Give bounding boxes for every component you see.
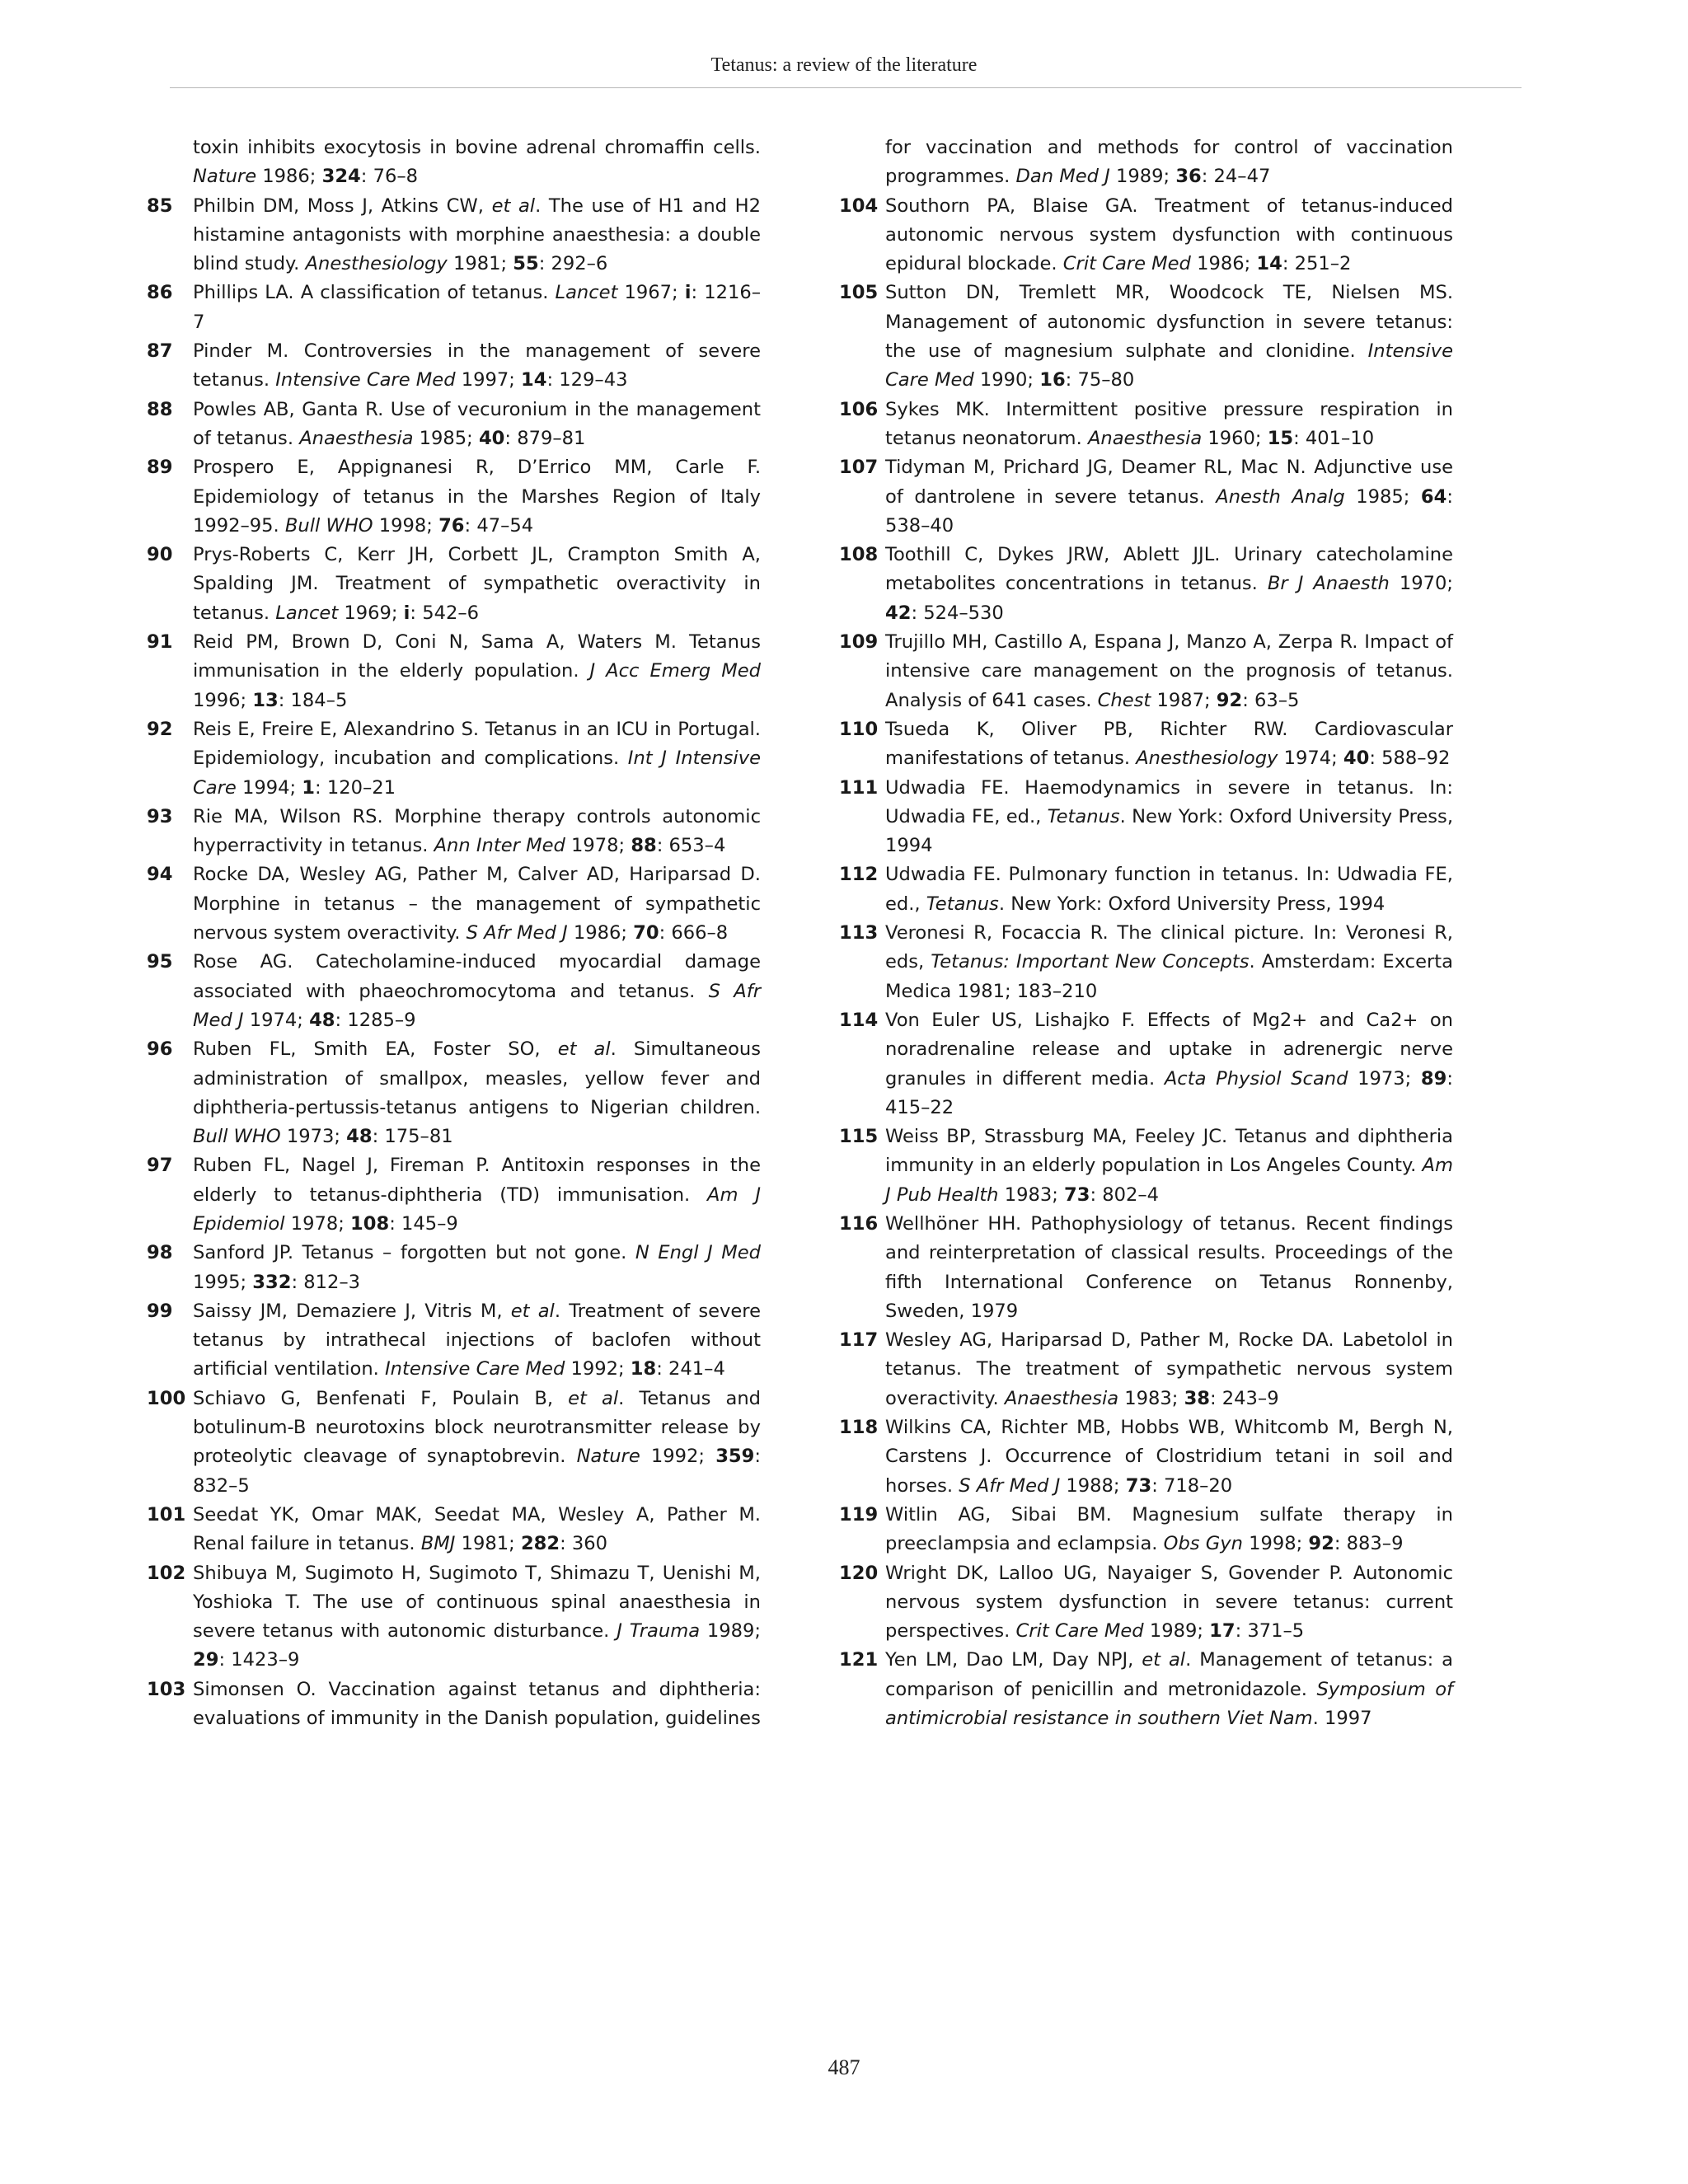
citation-volume: 76 xyxy=(438,514,465,537)
reference-number: 98 xyxy=(147,1242,173,1264)
citation-text: 1988; xyxy=(1060,1474,1126,1497)
reference-118 xyxy=(839,1413,1453,1501)
reference-number: 107 xyxy=(839,457,879,479)
reference-114 xyxy=(839,1006,1453,1122)
citation-text: : 653–4 xyxy=(656,835,726,857)
citation-italic: Ann Inter Med xyxy=(434,835,565,857)
reference-107 xyxy=(839,453,1453,541)
citation-text: Veronesi R, Focaccia R. The clinical picture. In: Veronesi R, eds, xyxy=(885,922,1453,973)
citation-text: 1986; xyxy=(256,166,322,188)
citation-text: . 1997 xyxy=(1312,1708,1372,1730)
citation-italic: Symposium of antimicrobial resistance in southern Viet Nam xyxy=(885,1678,1453,1730)
reference-number: 90 xyxy=(147,544,173,566)
citation-italic: BMJ xyxy=(420,1533,456,1555)
citation-text: Rose AG. Catecholamine-induced myocardial damage associated with phaeochromocytoma and tetanus. xyxy=(193,951,761,1002)
reference-110 xyxy=(839,715,1453,774)
citation-text: 1996; xyxy=(193,689,253,711)
citation-volume: 17 xyxy=(1209,1620,1236,1643)
citation-italic: S Afr Med J xyxy=(193,980,761,1031)
citation-italic: Anesthesiology xyxy=(1136,748,1278,770)
citation-italic: Obs Gyn xyxy=(1163,1533,1243,1555)
citation-italic: J Trauma xyxy=(617,1620,701,1643)
citation-text: Pinder M. Controversies in the management of severe tetanus. xyxy=(193,340,761,391)
citation-text: : 879–81 xyxy=(504,427,586,449)
citation-italic: Tetanus xyxy=(1047,805,1120,827)
citation-text: : 1423–9 xyxy=(218,1649,300,1671)
citation-text: : 401–10 xyxy=(1293,427,1375,449)
citation-volume: 64 xyxy=(1420,485,1447,508)
citation-italic: S Afr Med J xyxy=(959,1474,1061,1497)
citation-volume: 14 xyxy=(521,369,547,391)
citation-volume: 73 xyxy=(1064,1183,1090,1206)
reference-112 xyxy=(839,860,1453,919)
citation-italic: Bull WHO xyxy=(193,1126,281,1148)
citation-text: Southorn PA, Blaise GA. Treatment of tetanus-induced autonomic nervous system dysfunction with continuous epidural blockade. xyxy=(885,194,1453,275)
citation-text: 1987; xyxy=(1151,689,1217,711)
citation-text: Ruben FL, Smith EA, Foster SO, xyxy=(193,1038,558,1061)
citation-volume: 13 xyxy=(252,689,279,711)
citation-volume: 14 xyxy=(1256,253,1282,275)
reference-104 xyxy=(839,192,1453,279)
reference-85 xyxy=(147,192,761,279)
citation-volume: 40 xyxy=(478,427,505,449)
citation-text: 1981; xyxy=(455,1533,521,1555)
reference-number: 102 xyxy=(147,1562,186,1584)
citation-text: Yen LM, Dao LM, Day NPJ, xyxy=(885,1649,1142,1671)
citation-text: toxin inhibits exocytosis in bovine adrenal chromaffin cells. xyxy=(193,137,761,158)
reference-99 xyxy=(147,1297,761,1385)
citation-volume: 88 xyxy=(631,835,657,857)
reference-120 xyxy=(839,1559,1453,1647)
reference-103 xyxy=(147,1675,761,1734)
citation-text: Reid PM, Brown D, Coni N, Sama A, Waters M. Tetanus immunisation in the elderly population. xyxy=(193,631,761,682)
citation-text: : 76–8 xyxy=(360,166,418,188)
citation-text: Udwadia FE. Pulmonary function in tetanus. In: Udwadia FE, ed., xyxy=(885,864,1453,915)
citation-text: Trujillo MH, Castillo A, Espana J, Manzo A, Zerpa R. Impact of intensive care management on the prognosis of tetanus. Analysis of 641 cases. xyxy=(885,631,1453,711)
citation-text: Wilkins CA, Richter MB, Hobbs WB, Whitcomb M, Bergh N, Carstens J. Occurrence of Clostridium tetani in soil and horses. xyxy=(885,1417,1453,1497)
citation-text: : 63–5 xyxy=(1242,689,1300,711)
reference-number: 118 xyxy=(839,1417,879,1439)
citation-text: 1998; xyxy=(1242,1533,1309,1555)
citation-text: Von Euler US, Lishajko F. Effects of Mg2+ and Ca2+ on noradrenaline release and uptake in adrenergic nerve granules in different media. xyxy=(885,1009,1453,1090)
citation-text: : 75–80 xyxy=(1065,369,1135,391)
citation-text: Sutton DN, Tremlett MR, Woodcock TE, Nielsen MS. Management of autonomic dysfunction in severe tetanus: the use of magnesium sulphate and clonidine. xyxy=(885,282,1453,363)
citation-italic: N Engl J Med xyxy=(635,1242,761,1264)
citation-text: Sanford JP. Tetanus – forgotten but not gone. xyxy=(193,1242,635,1264)
reference-101 xyxy=(147,1501,761,1559)
reference-number: 100 xyxy=(147,1387,186,1409)
citation-italic: Nature xyxy=(193,166,257,188)
reference-number: 112 xyxy=(839,864,879,886)
citation-volume: 332 xyxy=(252,1271,292,1293)
citation-text: 1985; xyxy=(413,427,479,449)
reference-109 xyxy=(839,628,1453,715)
citation-text: 1998; xyxy=(373,514,439,537)
citation-volume: 108 xyxy=(350,1212,390,1235)
reference-108 xyxy=(839,541,1453,628)
citation-volume: 359 xyxy=(715,1446,755,1468)
citation-italic: Lancet xyxy=(555,282,618,304)
citation-italic: Anesthesiology xyxy=(305,253,448,275)
citation-volume: i xyxy=(403,602,410,624)
citation-text: Saissy JM, Demaziere J, Vitris M, xyxy=(193,1300,511,1322)
citation-text: : 832–5 xyxy=(193,1446,761,1497)
reference-96 xyxy=(147,1035,761,1151)
citation-text: : 371–5 xyxy=(1235,1620,1305,1643)
citation-text: 1994; xyxy=(236,776,302,799)
citation-text: 1978; xyxy=(565,835,631,857)
reference-number: 106 xyxy=(839,398,879,420)
citation-text: : 802–4 xyxy=(1090,1183,1160,1206)
citation-italic: Nature xyxy=(576,1446,640,1468)
reference-number: 88 xyxy=(147,398,173,420)
citation-italic: Crit Care Med xyxy=(1062,253,1191,275)
citation-text: : 1216–7 xyxy=(193,282,761,333)
citation-text: 1989; xyxy=(700,1620,762,1643)
reference-number: 91 xyxy=(147,631,173,654)
citation-text: . Management of tetanus: a comparison of penicillin and metronidazole. xyxy=(885,1649,1453,1700)
citation-text: Witlin AG, Sibai BM. Magnesium sulfate therapy in preeclampsia and eclampsia. xyxy=(885,1503,1453,1555)
citation-italic: Acta Physiol Scand xyxy=(1164,1067,1348,1090)
citation-text: : 24–47 xyxy=(1201,166,1271,188)
citation-text: for vaccination and methods for control of vaccination programmes. xyxy=(885,137,1453,188)
citation-text: : 175–81 xyxy=(372,1126,453,1148)
citation-text: 1983; xyxy=(1118,1387,1184,1409)
citation-italic: Int J Intensive Care xyxy=(193,748,761,799)
citation-italic: Anaesthesia xyxy=(1004,1387,1119,1409)
citation-text: . Tetanus and botulinum-B neurotoxins block neurotransmitter release by proteolytic cleavage of synaptobrevin. xyxy=(193,1387,761,1468)
citation-text: : 588–92 xyxy=(1369,748,1451,770)
citation-text: . Amsterdam: Excerta Medica 1981; 183–210 xyxy=(885,951,1453,1002)
reference-number: 99 xyxy=(147,1300,173,1322)
reference-100 xyxy=(147,1385,761,1501)
citation-text: Sykes MK. Intermittent positive pressure respiration in tetanus neonatorum. xyxy=(885,398,1453,449)
citation-text: : 129–43 xyxy=(546,369,628,391)
citation-text: Tidyman M, Prichard JG, Deamer RL, Mac N. Adjunctive use of dantrolene in severe tetanus. xyxy=(885,457,1453,508)
citation-text: Shibuya M, Sugimoto H, Sugimoto T, Shimazu T, Uenishi M, Yoshioka T. The use of continuous spinal anaesthesia in severe tetanus with autonomic disturbance. xyxy=(193,1562,761,1643)
reference-number: 104 xyxy=(839,194,879,217)
citation-italic: Intensive Care Med xyxy=(275,369,456,391)
citation-text: : 812–3 xyxy=(291,1271,361,1293)
reference-number: 105 xyxy=(839,282,879,304)
citation-text: : 184–5 xyxy=(278,689,348,711)
citation-text: : 883–9 xyxy=(1334,1533,1404,1555)
citation-italic: Anesth Analg xyxy=(1216,485,1345,508)
citation-italic: Br J Anaesth xyxy=(1267,573,1390,595)
reference-86 xyxy=(147,279,761,337)
reference-91 xyxy=(147,628,761,715)
reference-number: 95 xyxy=(147,951,173,973)
citation-text: : 1285–9 xyxy=(335,1009,416,1031)
citation-text: : 47–54 xyxy=(464,514,534,537)
reference-number: 115 xyxy=(839,1126,879,1148)
reference-117 xyxy=(839,1326,1453,1413)
reference-number: 119 xyxy=(839,1503,879,1526)
citation-text: Wesley AG, Hariparsad D, Pather M, Rocke DA. Labetolol in tetanus. The treatment of sympathetic nervous system overactivity. xyxy=(885,1329,1453,1409)
citation-text: Weiss BP, Strassburg MA, Feeley JC. Tetanus and diphtheria immunity in an elderly population in Los Angeles County. xyxy=(885,1126,1453,1177)
citation-volume: 48 xyxy=(309,1009,335,1031)
reference-number: 96 xyxy=(147,1038,173,1061)
reference-number: 116 xyxy=(839,1212,879,1235)
citation-text: 1974; xyxy=(1278,748,1343,770)
citation-italic: Anaesthesia xyxy=(1087,427,1203,449)
citation-volume: 38 xyxy=(1184,1387,1211,1409)
citation-text: : 542–6 xyxy=(410,602,480,624)
citation-volume: 18 xyxy=(630,1358,657,1380)
citation-volume: 89 xyxy=(1420,1067,1447,1090)
citation-text: Simonsen O. Vaccination against tetanus and diphtheria: evaluations of immunity in the Danish population, guidelines xyxy=(193,1678,761,1730)
citation-text: Wright DK, Lalloo UG, Nayaiger S, Govender P. Autonomic nervous system dysfunction in severe tetanus: current perspectives. xyxy=(885,1562,1453,1643)
citation-text: Powles AB, Ganta R. Use of vecuronium in the management of tetanus. xyxy=(193,398,761,449)
citation-text: : 243–9 xyxy=(1210,1387,1279,1409)
citation-volume: 92 xyxy=(1216,689,1243,711)
citation-text: : 718–20 xyxy=(1151,1474,1233,1497)
reference-column-right xyxy=(839,134,1453,1733)
citation-text: 1978; xyxy=(284,1212,351,1235)
citation-italic: Crit Care Med xyxy=(1015,1620,1144,1643)
reference-115 xyxy=(839,1122,1453,1210)
citation-volume: 40 xyxy=(1343,748,1370,770)
reference-111 xyxy=(839,774,1453,861)
reference-continuation xyxy=(839,134,1453,192)
reference-87 xyxy=(147,337,761,396)
citation-italic: Tetanus xyxy=(926,893,999,915)
reference-number: 89 xyxy=(147,457,173,479)
reference-number: 117 xyxy=(839,1329,879,1352)
citation-volume: 29 xyxy=(193,1649,219,1671)
reference-number: 109 xyxy=(839,631,879,654)
reference-95 xyxy=(147,948,761,1035)
citation-italic: Am J Pub Health xyxy=(885,1155,1453,1206)
citation-text: Wellhöner HH. Pathophysiology of tetanus. Recent findings and reinterpretation of classical results. Proceedings of the fifth International Conference on Tetanus Ronnenby, Sweden, 1979 xyxy=(885,1212,1453,1322)
citation-text: . Treatment of severe tetanus by intrathecal injections of baclofen without artificial ventilation. xyxy=(193,1300,761,1380)
citation-italic: J Acc Emerg Med xyxy=(589,660,762,682)
citation-italic: Dan Med J xyxy=(1015,166,1110,188)
citation-text: : 415–22 xyxy=(885,1067,1453,1118)
reference-number: 113 xyxy=(839,922,879,944)
citation-text: . New York: Oxford University Press, 1994 xyxy=(998,893,1386,915)
header-rule xyxy=(170,87,1522,88)
reference-number: 111 xyxy=(839,776,879,799)
citation-text: 1960; xyxy=(1202,427,1268,449)
citation-volume: i xyxy=(684,282,692,304)
citation-text: : 292–6 xyxy=(538,253,608,275)
citation-text: Rie MA, Wilson RS. Morphine therapy controls autonomic hyperractivity in tetanus. xyxy=(193,805,761,857)
reference-88 xyxy=(147,396,761,454)
citation-text: Schiavo G, Benfenati F, Poulain B, xyxy=(193,1387,569,1409)
citation-volume: 15 xyxy=(1267,427,1294,449)
reference-98 xyxy=(147,1239,761,1297)
citation-text: : 666–8 xyxy=(659,922,729,944)
citation-italic: Anaesthesia xyxy=(299,427,414,449)
citation-volume: 55 xyxy=(513,253,539,275)
citation-italic: Am J Epidemiol xyxy=(193,1183,761,1235)
citation-italic: et al xyxy=(510,1300,555,1322)
reference-number: 108 xyxy=(839,544,879,566)
citation-italic: et al xyxy=(1142,1649,1186,1671)
citation-text: 1969; xyxy=(338,602,404,624)
citation-text: Toothill C, Dykes JRW, Ablett JJL. Urinary catecholamine metabolites concentrations in tetanus. xyxy=(885,544,1453,595)
citation-volume: 42 xyxy=(885,602,912,624)
citation-italic: Intensive Care Med xyxy=(385,1358,565,1380)
citation-italic: Intensive Care Med xyxy=(885,340,1453,391)
reference-93 xyxy=(147,803,761,861)
reference-119 xyxy=(839,1501,1453,1559)
citation-text: . Simultaneous administration of smallpox, measles, yellow fever and diphtheria-pertussis-tetanus antigens to Nigerian children. xyxy=(193,1038,761,1118)
citation-text: 1986; xyxy=(1190,253,1257,275)
citation-text: Philbin DM, Moss J, Atkins CW, xyxy=(193,194,492,217)
citation-italic: Chest xyxy=(1097,689,1151,711)
reference-number: 92 xyxy=(147,718,173,740)
citation-text: 1989; xyxy=(1109,166,1176,188)
citation-text: 1970; xyxy=(1389,573,1453,595)
reference-column-left xyxy=(147,134,761,1733)
citation-text: : 241–4 xyxy=(656,1358,725,1380)
citation-text: 1992; xyxy=(640,1446,716,1468)
reference-90 xyxy=(147,541,761,628)
citation-text: 1997; xyxy=(455,369,522,391)
page-number: 487 xyxy=(828,2055,860,2079)
citation-text: : 524–530 xyxy=(911,602,1004,624)
citation-volume: 282 xyxy=(520,1533,560,1555)
reference-number: 86 xyxy=(147,282,173,304)
citation-text: : 360 xyxy=(560,1533,608,1555)
citation-volume: 324 xyxy=(321,166,361,188)
citation-text: 1974; xyxy=(243,1009,310,1031)
citation-text: Ruben FL, Nagel J, Fireman P. Antitoxin responses in the elderly to tetanus-diphtheria (TD) immunisation. xyxy=(193,1155,761,1206)
reference-number: 121 xyxy=(839,1649,879,1671)
reference-number: 97 xyxy=(147,1155,173,1177)
citation-text: 1983; xyxy=(998,1183,1064,1206)
reference-116 xyxy=(839,1210,1453,1326)
reference-97 xyxy=(147,1151,761,1239)
citation-volume: 1 xyxy=(302,776,316,799)
reference-number: 93 xyxy=(147,805,173,827)
citation-text: Rocke DA, Wesley AG, Pather M, Calver AD, Hariparsad D. Morphine in tetanus – the management of sympathetic nervous system overactivity. xyxy=(193,864,761,944)
reference-number: 94 xyxy=(147,864,173,886)
reference-number: 85 xyxy=(147,194,173,217)
reference-number: 87 xyxy=(147,340,173,363)
reference-continuation xyxy=(147,134,761,192)
reference-number: 103 xyxy=(147,1678,186,1700)
reference-105 xyxy=(839,279,1453,395)
citation-text: Prys-Roberts C, Kerr JH, Corbett JL, Crampton Smith A, Spalding JM. Treatment of sympathetic overactivity in tetanus. xyxy=(193,544,761,624)
citation-volume: 36 xyxy=(1175,166,1202,188)
reference-number: 120 xyxy=(839,1562,879,1584)
citation-text: Reis E, Freire E, Alexandrino S. Tetanus in an ICU in Portugal. Epidemiology, incubation and complications. xyxy=(193,718,761,770)
reference-number: 114 xyxy=(839,1009,879,1031)
citation-text: . New York: Oxford University Press, 1994 xyxy=(885,805,1453,857)
citation-text: 1981; xyxy=(447,253,513,275)
citation-text: Tsueda K, Oliver PB, Richter RW. Cardiovascular manifestations of tetanus. xyxy=(885,718,1453,770)
citation-text: : 145–9 xyxy=(389,1212,458,1235)
citation-italic: Tetanus: Important New Concepts xyxy=(931,951,1250,973)
citation-text: 1985; xyxy=(1344,485,1421,508)
citation-text: : 120–21 xyxy=(315,776,396,799)
citation-italic: Lancet xyxy=(275,602,339,624)
citation-volume: 70 xyxy=(633,922,659,944)
citation-text: 1992; xyxy=(565,1358,631,1380)
reference-113 xyxy=(839,919,1453,1006)
citation-italic: et al xyxy=(491,194,536,217)
citation-text: 1986; xyxy=(567,922,634,944)
reference-94 xyxy=(147,860,761,948)
reference-121 xyxy=(839,1646,1453,1733)
citation-text: 1989; xyxy=(1143,1620,1210,1643)
running-head: Tetanus: a review of the literature xyxy=(710,54,978,76)
citation-text: . The use of H1 and H2 histamine antagonists with morphine anaesthesia: a double blind study. xyxy=(193,194,761,275)
reference-106 xyxy=(839,396,1453,454)
citation-volume: 92 xyxy=(1308,1533,1334,1555)
citation-text: 1973; xyxy=(1348,1067,1421,1090)
citation-text: 1967; xyxy=(617,282,685,304)
reference-number: 101 xyxy=(147,1503,186,1526)
citation-italic: et al xyxy=(568,1387,619,1409)
citation-italic: Bull WHO xyxy=(284,514,373,537)
citation-text: 1973; xyxy=(280,1126,347,1148)
citation-text: : 251–2 xyxy=(1282,253,1352,275)
citation-italic: et al xyxy=(557,1038,611,1061)
citation-volume: 16 xyxy=(1039,369,1066,391)
citation-volume: 73 xyxy=(1125,1474,1152,1497)
reference-number: 110 xyxy=(839,718,879,740)
citation-text: 1990; xyxy=(973,369,1040,391)
citation-text: Udwadia FE. Haemodynamics in severe in tetanus. In: Udwadia FE, ed., xyxy=(885,776,1453,827)
citation-text: Prospero E, Appignanesi R, D’Errico MM, Carle F. Epidemiology of tetanus in the Marshes Region of Italy 1992–95. xyxy=(193,457,761,537)
citation-volume: 48 xyxy=(346,1126,373,1148)
citation-text: 1995; xyxy=(193,1271,253,1293)
citation-text: Seedat YK, Omar MAK, Seedat MA, Wesley A, Pather M. Renal failure in tetanus. xyxy=(193,1503,761,1555)
reference-92 xyxy=(147,715,761,803)
citation-text: Phillips LA. A classification of tetanus. xyxy=(193,282,556,304)
reference-102 xyxy=(147,1559,761,1675)
reference-89 xyxy=(147,453,761,541)
citation-text: : 538–40 xyxy=(885,485,1453,537)
citation-italic: S Afr Med J xyxy=(466,922,568,944)
